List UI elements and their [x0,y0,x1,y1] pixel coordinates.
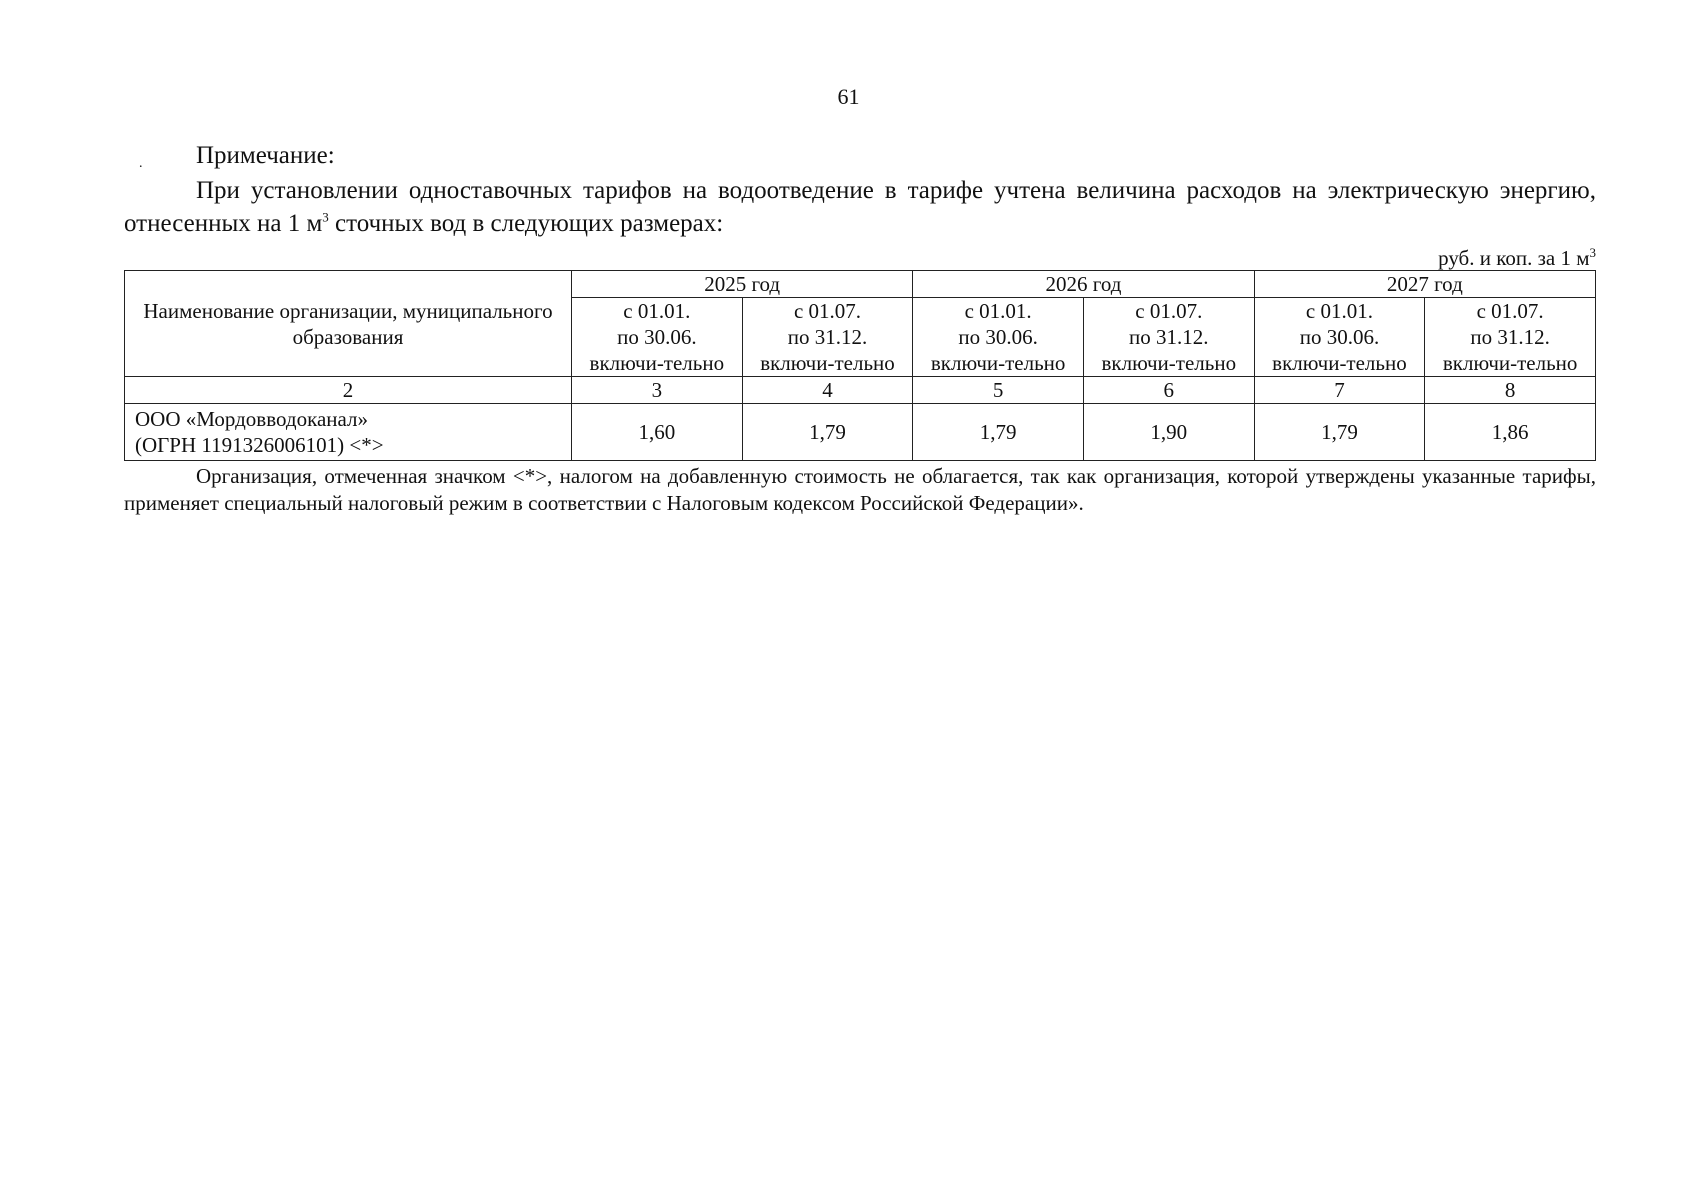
tariff-value: 1,79 [913,404,1084,461]
note-paragraph-sup: 3 [322,209,329,225]
tariff-value: 1,86 [1425,404,1596,461]
period-end: по 30.06. [617,325,697,349]
period-inclusive: включи-тельно [1442,351,1578,375]
period-inclusive: включи-тельно [589,351,725,375]
column-number: 2 [125,377,572,404]
stray-mark: . [139,156,143,171]
period-start: с 01.01. [1305,299,1373,323]
period-inclusive: включи-тельно [760,351,895,375]
column-number: 4 [742,377,913,404]
period-header [572,298,743,377]
note-heading: Примечание: [196,142,335,169]
period-end: по 30.06. [958,325,1038,349]
note-paragraph-start: При установлении одноставочных тарифов на водоотведение в тарифе учтена величина расходов на электрическую энергию, отнесенных на 1 м [124,177,1596,237]
tariff-value: 1,90 [1083,404,1254,461]
tariff-value: 1,79 [742,404,913,461]
period-end: по 31.12. [1470,325,1550,349]
period-header [742,298,913,377]
tariff-value: 1,60 [572,404,743,461]
organization-name [125,404,572,461]
organization-ogrn: (ОГРН 1191326006101) <*> [135,433,384,457]
units-text: руб. и коп. за 1 м [1438,246,1590,270]
page-number: 61 [837,84,860,109]
tariff-value: 1,79 [1254,404,1425,461]
tariff-table [124,270,1596,461]
period-start: с 01.07. [1135,299,1203,323]
period-header [1083,298,1254,377]
document-content [124,140,1596,517]
period-header [1425,298,1596,377]
column-number: 5 [913,377,1084,404]
table-row [125,404,1596,461]
column-number-row [125,377,1596,404]
year-header-row [125,271,1596,298]
period-inclusive: включи-тельно [1272,351,1407,375]
period-header [913,298,1084,377]
period-start: с 01.07. [793,299,862,323]
period-end: по 31.12. [1129,325,1209,349]
period-inclusive: включи-тельно [1101,351,1237,375]
note-paragraph [124,174,1596,240]
footnote: Организация, отмеченная значком <*>, налогом на добавленную стоимость не облагается, так как организация, которой утверждены указанные тарифы, применяет специальный налоговый режим в соответствии с Налоговым кодексом Российской Федерации». [124,464,1596,515]
period-end: по 31.12. [787,325,868,349]
year-header: 2025 год [572,271,913,298]
name-header: Наименование организации, муниципального образования [125,271,572,377]
period-end: по 30.06. [1299,325,1380,349]
period-start: с 01.07. [1476,299,1544,323]
year-header: 2026 год [913,271,1254,298]
organization-title: ООО «Мордовводоканал» [135,407,368,431]
units-label [124,246,1596,270]
period-inclusive: включи-тельно [930,351,1066,375]
column-number: 8 [1425,377,1596,404]
period-start: с 01.01. [623,299,691,323]
column-number: 7 [1254,377,1425,404]
period-header [1254,298,1425,377]
units-sup: 3 [1589,245,1596,260]
year-header: 2027 год [1254,271,1595,298]
column-number: 6 [1083,377,1254,404]
column-number: 3 [572,377,743,404]
note-paragraph-end: сточных вод в следующих размерах: [328,210,724,237]
period-start: с 01.01. [964,299,1032,323]
